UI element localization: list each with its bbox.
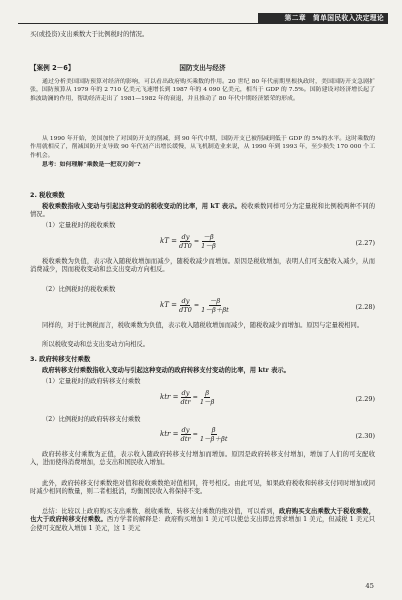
case-header <box>30 64 375 75</box>
case-question: 思考：如何理解“乘数是一把双刃剑”? <box>42 161 141 168</box>
case-paragraph-1: 通过分析美国国防预算对经济的影响，可以看出政府购买乘数的作用。20 世纪 80 年代前期里根执政时，美国国防开支急剧扩张，国防预算从 1979 年的 2 710 亿美元飞速增长到 1987 年的 4 090 亿美元，相当于 GDP 的 7.5%。国防建设对经济增长起了推波助澜的作用，帮助经济走出了 1981—1982 年的衰退，并且推动了 80 年代中期经济繁荣的形成。 <box>30 79 375 102</box>
transfer-multiplier-explanation-2: 此外，政府转移支付乘数绝对值和税收乘数绝对值相同，符号相反。由此可见，如果政府税收和转移支付同时增加或同时减少相同的数量，则二者相抵消，均衡国民收入将保持不变。 <box>30 480 375 496</box>
case-paragraph-2: 从 1990 年开始，美国加快了对国防开支的削减，到 90 年代中期，国防开支已被削减到低于 GDP 的 5%的水平。这时乘数的作用就相反了，削减国防开支导致 90 年代初产出增长缓慢，从飞机制造业来说，从 1990 年到 1993 年，至少损失 170 000 个工作机会。 <box>30 136 375 159</box>
transfer-multiplier-definition: 政府转移支付乘数指收入变动与引起这种变动的政府转移支付变动的比率，用 ktr 表示。 <box>42 367 290 374</box>
tax-multiplier-definition-bold: 税收乘数指收入变动与引起这种变动的税收变动的比率，用 kT 表示。 <box>42 203 241 210</box>
equation-2-30 <box>30 426 375 448</box>
summary-text-a: 总结：比较以上政府购买支出乘数、税收乘数、转移支付乘数的绝对值，可以看到， <box>42 508 280 515</box>
equation-number: (2.29) <box>355 395 375 403</box>
continuation-line: 买(或投资)支出乘数大于比例税时的情况。 <box>30 31 149 38</box>
tax-multiplier-definition <box>30 203 375 220</box>
section-heading-transfer-multiplier: 3. 政府转移支付乘数 <box>30 355 91 363</box>
section-heading-tax-multiplier: 2. 税收乘数 <box>30 191 65 199</box>
summary-text-c: 西方学者的解释是：政府购买增加 1 美元可以使总支出即总需求增加 1 美元，但减税 1 美元只会使可支配收入增加 1 美元，这 1 美元 <box>30 516 376 532</box>
eq-equals: = <box>192 394 198 401</box>
eq-fraction-1: $\frac{dy}{dT0}$ <box>179 297 192 314</box>
eq-equals: = <box>193 238 200 245</box>
equation-number: (2.27) <box>355 239 375 247</box>
tax-multiplier-explanation-2: 同样的，对于比例税而言，税收乘数为负值，表示收入随税收增加而减少，随税收减少而增加。原因与定量税相同。 <box>42 322 364 329</box>
eq-equals: = <box>193 302 200 309</box>
equation-2-28 <box>30 297 375 319</box>
eq-lhs: kT = <box>160 237 178 245</box>
proportional-tax-subheading: （2）比例税时的税收乘数 <box>42 286 116 293</box>
eq-equals: = <box>192 431 198 438</box>
transfer-proportional-subheading: （2）比例税时的政府转移支付乘数 <box>42 416 141 423</box>
eq-fraction-1: $\frac{dy}{\text{dtr}}$ <box>180 389 191 406</box>
tax-multiplier-explanation-1: 税收乘数为负值，表示收入随税收增加而减少，随税收减少而增加。原因是税收增加，表明人们可支配收入减少，从而消费减少，因而税收变动和总支出变动方向相反。 <box>30 258 375 274</box>
header-rule <box>18 23 388 24</box>
summary-paragraph <box>30 508 375 533</box>
transfer-multiplier-explanation-1: 政府转移支付乘数为正值，表示收入随政府转移支付增加而增加。原因是政府转移支付增加，增加了人们的可支配收入，进而使得消费增加，总支出和国民收入增加。 <box>30 451 375 467</box>
eq-fraction-2: $\frac{\beta}{1-\beta+\beta t}$ <box>199 426 228 443</box>
equation-2-29 <box>30 389 375 411</box>
case-label: 【案例 2－6】 <box>30 64 75 72</box>
eq-fraction-1: $\frac{dy}{dT0}$ <box>179 233 192 250</box>
equation-number: (2.28) <box>355 303 375 311</box>
tax-multiplier-explanation-3: 所以税收变动和总支出变动方向相反。 <box>42 341 150 348</box>
equation-number: (2.30) <box>355 432 375 440</box>
page-number: 45 <box>365 582 374 590</box>
eq-fraction-2: $\frac{-\beta}{1-\beta}$ <box>201 233 216 250</box>
equation-2-27 <box>30 233 375 255</box>
transfer-lump-sum-subheading: （1）定量税时的政府转移支付乘数 <box>42 378 141 385</box>
eq-lhs: ktr = <box>160 430 179 438</box>
summary-text-bold: 政府购买支出乘数大于税收乘数，也大于政府转移支付乘数。 <box>30 508 376 524</box>
chapter-title: 第二章 简单国民收入决定理论 <box>258 13 388 23</box>
eq-lhs: ktr = <box>160 393 179 401</box>
lump-sum-tax-subheading: （1）定量税时的税收乘数 <box>42 222 116 229</box>
eq-lhs: kT = <box>160 301 178 309</box>
case-title: 国防支出与经济 <box>179 64 226 72</box>
eq-fraction-2: $\frac{\beta}{1-\beta}$ <box>199 389 215 406</box>
eq-fraction-1: $\frac{dy}{\text{dtr}}$ <box>180 426 191 443</box>
tax-multiplier-definition-rest: 税收乘数同样可分为定量税和比例税两种不同的情况。 <box>30 203 376 219</box>
eq-fraction-2: $\frac{-\beta}{1-\beta+\beta t}$ <box>201 297 229 314</box>
running-header <box>18 13 388 23</box>
